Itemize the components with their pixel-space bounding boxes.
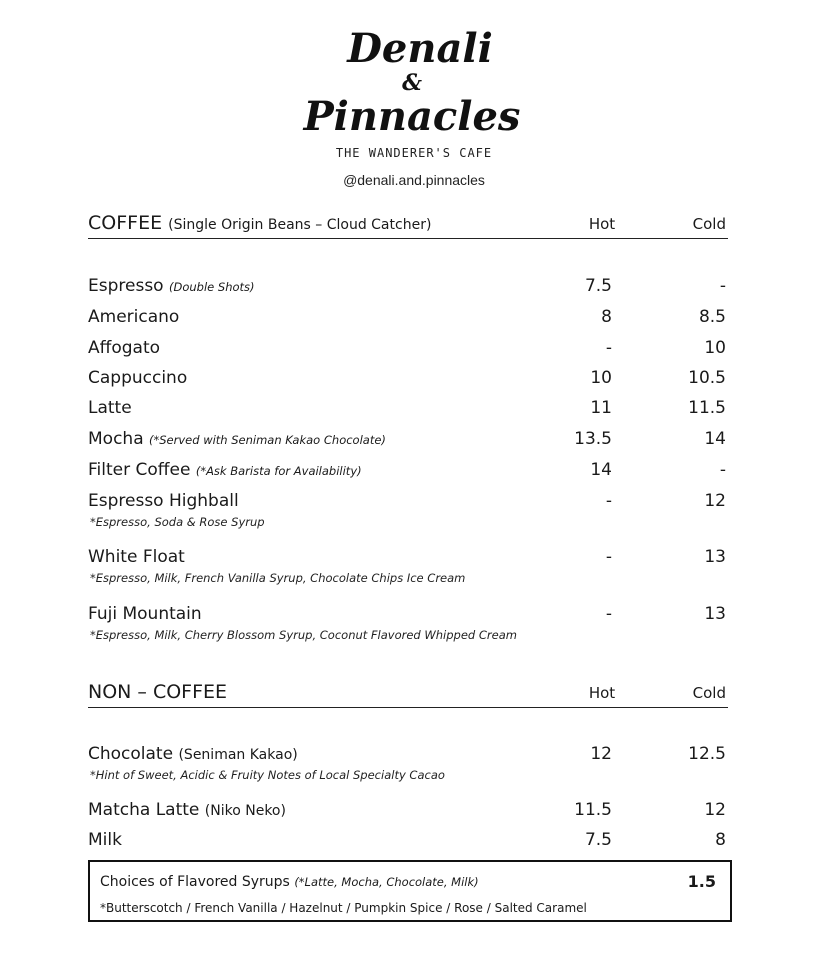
item-price-cold: 12 (704, 800, 726, 820)
social-handle: @denali.and.pinnacles (343, 172, 485, 188)
item-price-cold: 11.5 (688, 398, 726, 418)
item-price-cold: - (719, 276, 726, 296)
tagline: THE WANDERER'S CAFE (335, 146, 493, 160)
item-price-hot: - (605, 604, 612, 624)
coffee-col-hot: Hot (588, 215, 616, 233)
item-description: *Espresso, Milk, French Vanilla Syrup, Chocolate Chips Ice Cream (90, 571, 466, 585)
syrups-list: *Butterscotch / French Vanilla / Hazelnut / Pumpkin Spice / Rose / Salted Caramel (100, 901, 587, 915)
item-name: Milk (88, 830, 122, 850)
item-note: (*Served with Seniman Kakao Chocolate) (149, 433, 386, 447)
flavored-syrups-box (88, 860, 732, 922)
item-price-cold: 14 (704, 429, 726, 449)
coffee-section-header (88, 212, 728, 239)
item-price-hot: 10 (590, 368, 612, 388)
item-name: Chocolate (88, 744, 174, 764)
item-note: (*Ask Barista for Availability) (195, 464, 362, 478)
item-price-hot: 14 (590, 460, 612, 480)
item-price-cold: 10 (704, 338, 726, 358)
item-name: Espresso (88, 276, 164, 296)
item-name: Americano (88, 307, 180, 327)
item-note: (Double Shots) (169, 280, 255, 294)
item-price-cold: 13 (704, 604, 726, 624)
non-coffee-col-cold: Cold (692, 684, 726, 702)
item-price-hot: 8 (601, 307, 612, 327)
item-price-cold: 8.5 (698, 307, 726, 327)
item-name: Matcha Latte (88, 800, 200, 820)
item-price-hot: 13.5 (574, 429, 612, 449)
item-name: Latte (88, 398, 132, 418)
non-coffee-col-hot: Hot (588, 684, 616, 702)
syrups-price: 1.5 (687, 872, 716, 891)
non-coffee-title: NON – COFFEE (88, 681, 228, 703)
coffee-col-cold: Cold (692, 215, 726, 233)
item-description: *Hint of Sweet, Acidic & Fruity Notes of Local Specialty Cacao (90, 768, 445, 782)
brand-logo (300, 18, 540, 148)
item-name: Fuji Mountain (88, 604, 202, 624)
item-price-hot: - (605, 491, 612, 511)
item-price-hot: 11.5 (574, 800, 612, 820)
logo-line1: Denali (347, 25, 493, 72)
item-price-hot: 7.5 (584, 276, 612, 296)
item-description: *Espresso, Soda & Rose Syrup (90, 515, 265, 529)
syrups-note: (*Latte, Mocha, Chocolate, Milk) (294, 875, 479, 889)
item-price-hot: - (605, 547, 612, 567)
item-price-cold: 13 (704, 547, 726, 567)
item-name: Affogato (88, 338, 161, 358)
item-name: Mocha (88, 429, 144, 449)
item-price-hot: 12 (590, 744, 612, 764)
item-price-cold: 10.5 (688, 368, 726, 388)
non-coffee-section-header (88, 681, 728, 708)
item-note: (Niko Neko) (204, 803, 286, 819)
item-price-hot: 7.5 (584, 830, 612, 850)
item-name: Cappuccino (88, 368, 188, 388)
item-price-cold: - (719, 460, 726, 480)
item-price-hot: - (605, 338, 612, 358)
item-price-cold: 12.5 (688, 744, 726, 764)
item-price-cold: 8 (715, 830, 726, 850)
logo-amp: & (402, 70, 422, 96)
item-name: Filter Coffee (88, 460, 191, 480)
item-price-cold: 12 (704, 491, 726, 511)
coffee-title: COFFEE (Single Origin Beans – Cloud Catcher) (88, 212, 432, 234)
item-name: Espresso Highball (88, 491, 239, 511)
item-price-hot: 11 (590, 398, 612, 418)
item-note: (Seniman Kakao) (178, 747, 298, 763)
syrups-title: Choices of Flavored Syrups (100, 874, 290, 890)
logo-line2: Pinnacles (303, 93, 521, 140)
item-name: White Float (88, 547, 185, 567)
item-description: *Espresso, Milk, Cherry Blossom Syrup, Coconut Flavored Whipped Cream (90, 628, 517, 642)
